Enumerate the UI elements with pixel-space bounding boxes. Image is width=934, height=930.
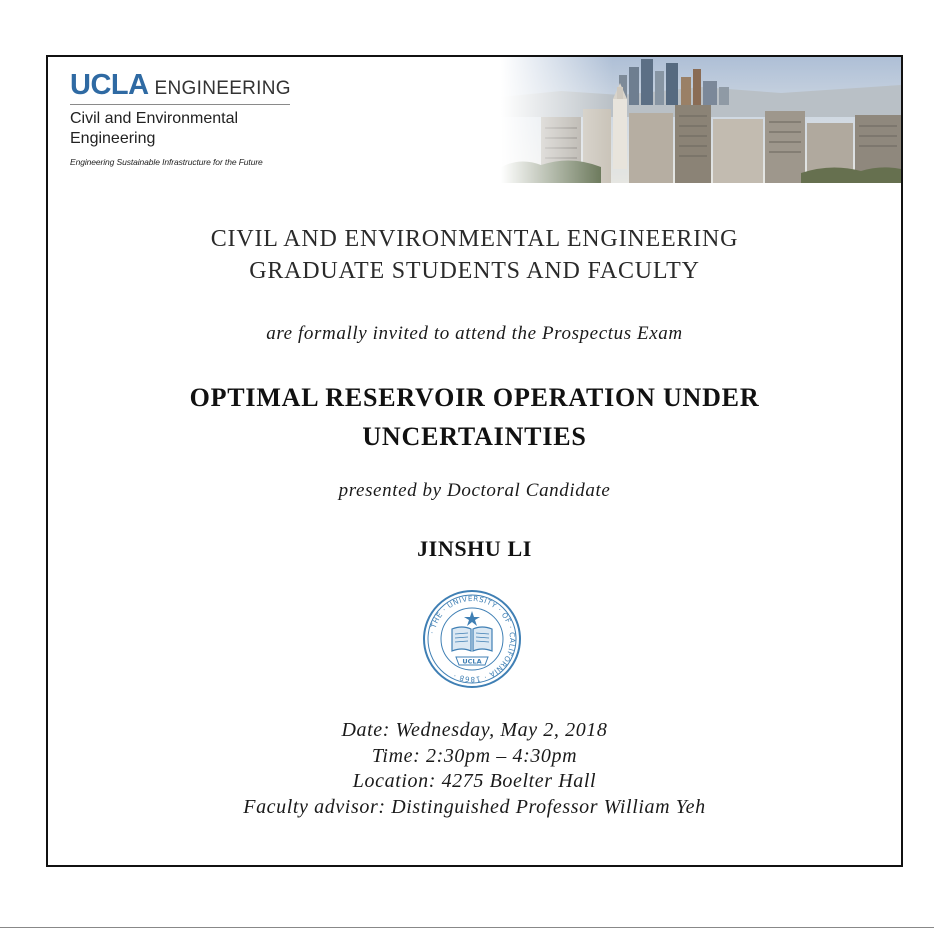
exam-date: Date: Wednesday, May 2, 2018 — [341, 719, 608, 741]
department-tagline: Engineering Sustainable Infrastructure for the Future — [70, 157, 263, 167]
audience-line-2: GRADUATE STUDENTS AND FACULTY — [249, 258, 700, 284]
city-skyline-image — [501, 57, 901, 183]
exam-title-line-2: UNCERTAINTIES — [362, 422, 587, 451]
university-seal-icon — [422, 589, 522, 689]
exam-location: Location: 4275 Boelter Hall — [352, 770, 597, 792]
logo-ucla-text: UCLA — [70, 69, 149, 101]
header-banner — [48, 57, 901, 183]
department-name: Civil and Environmental Engineering — [70, 110, 239, 147]
audience-line-1: CIVIL AND ENVIRONMENTAL ENGINEERING — [210, 226, 739, 252]
faculty-advisor: Faculty advisor: Distinguished Professor William Yeh — [243, 795, 706, 818]
ucla-engineering-logo — [70, 69, 370, 167]
svg-text:· THE · UNIVERSITY · OF · CALI: · THE · UNIVERSITY · OF · CALIFORNIA · 1868 · — [427, 593, 518, 685]
logo-wordmark — [70, 69, 290, 105]
invite-text: are formally invited to attend the Prospectus Exam — [266, 323, 683, 344]
candidate-name: JINSHU LI — [417, 536, 532, 561]
svg-text:UCLA: UCLA — [462, 657, 482, 666]
exam-title — [48, 378, 901, 456]
invitation-frame — [46, 55, 903, 867]
audience-heading — [48, 223, 901, 287]
logo-engineering-text: ENGINEERING — [154, 78, 291, 99]
exam-title-line-1: OPTIMAL RESERVOIR OPERATION UNDER — [189, 383, 760, 412]
exam-time: Time: 2:30pm – 4:30pm — [371, 744, 578, 767]
page-bottom-divider — [0, 927, 934, 928]
presented-by-text: presented by Doctoral Candidate — [338, 480, 611, 501]
exam-details — [48, 718, 901, 820]
